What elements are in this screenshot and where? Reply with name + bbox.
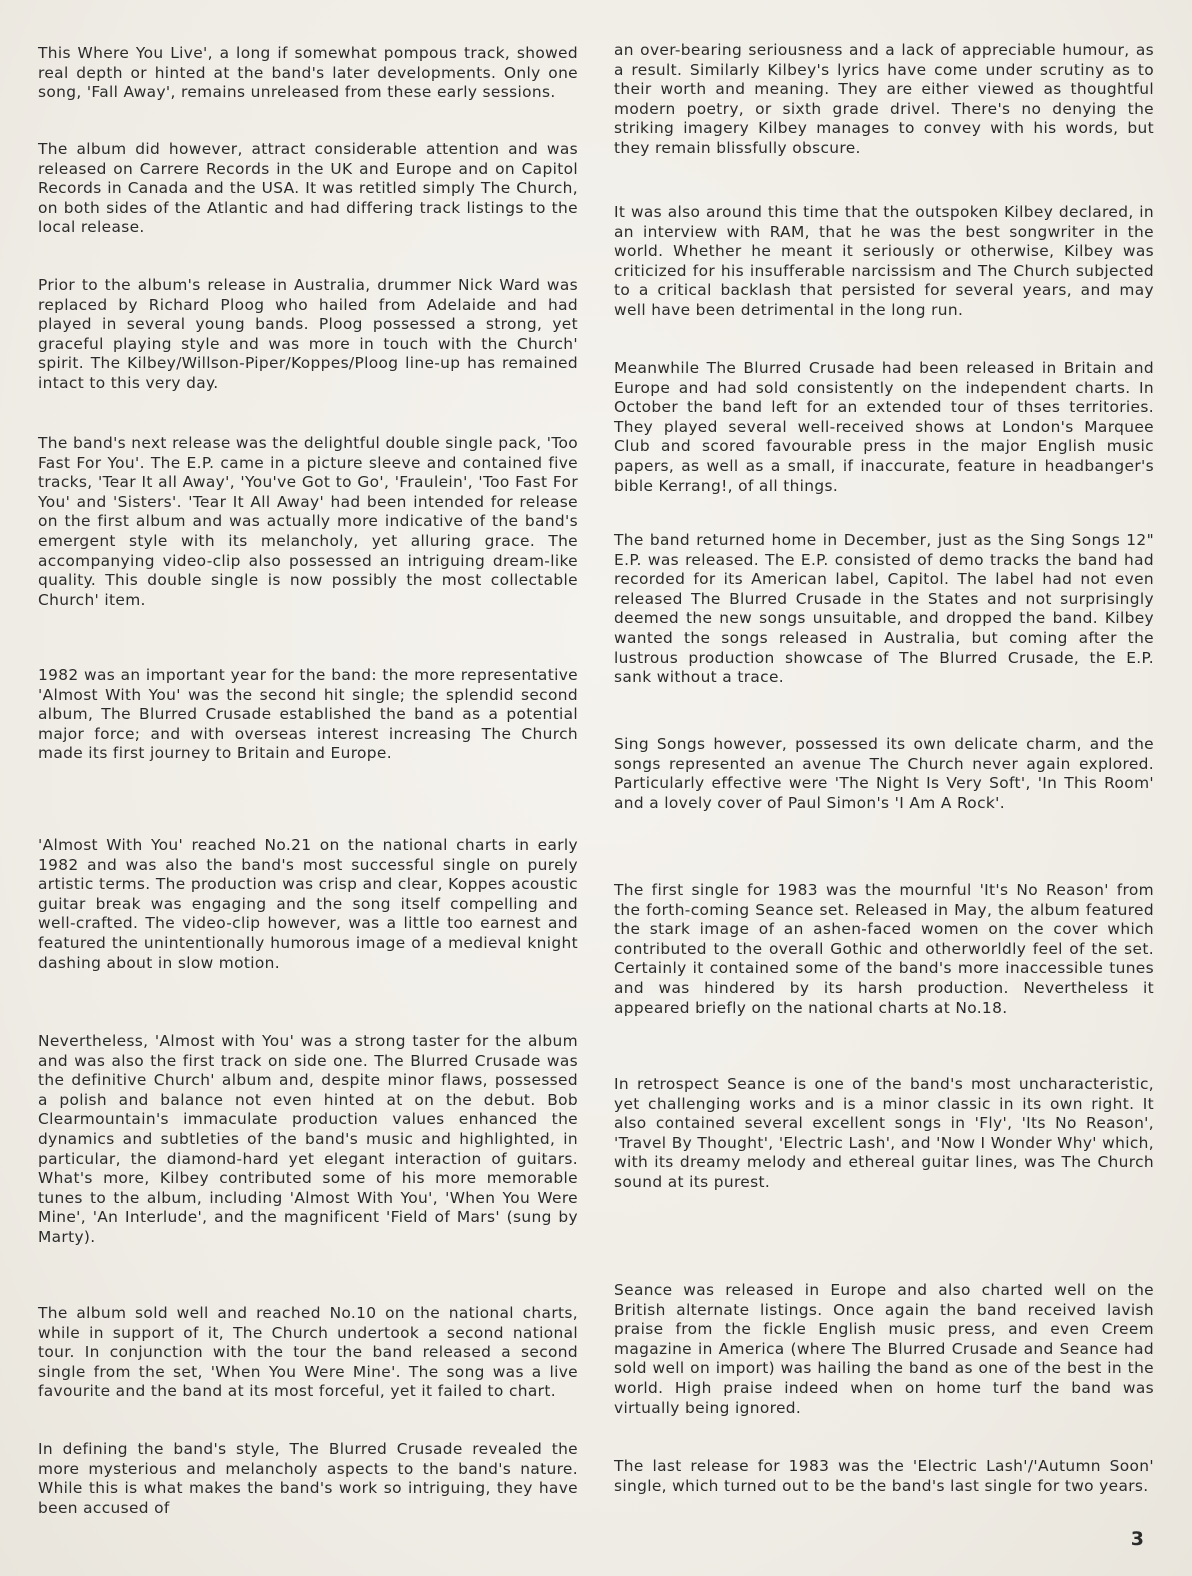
paragraph: It was also around this time that the outspoken Kilbey declared, in an interview with RAM, that he was the best songwriter in the world. Whether he meant it seriously or otherwise, Kilbey was criticized for his insufferable narcissism and The Church subjected to a critical backlash that persisted for several years, and may well have been detrimental in the long run. — [614, 203, 1154, 319]
paragraph: Prior to the album's release in Australia, drummer Nick Ward was replaced by Richard Ploog who hailed from Adelaide and had played in several young bands. Ploog possessed a strong, yet graceful playing style and was more in touch with the Church' spirit. The Kilbey/Willson-Piper/Koppes/Ploog line-up has remained intact to this very day. — [38, 276, 578, 392]
paragraph: Meanwhile The Blurred Crusade had been released in Britain and Europe and had sold consistently on the independent charts. In October the band left for an extended tour of thses territories. They played several well-received shows at London's Marquee Club and scored favourable press in the major English music papers, as well as a small, if inaccurate, feature in headbanger's bible Kerrang!, of all things. — [614, 359, 1154, 495]
paragraph: The album sold well and reached No.10 on the national charts, while in support of it, The Church undertook a second national tour. In conjunction with the tour the band released a second single from the set, 'When You Were Mine'. The song was a live favourite and the band at its most forceful, yet it failed to chart. — [38, 1304, 578, 1401]
paragraph: The last release for 1983 was the 'Electric Lash'/'Autumn Soon' single, which turned out to be the band's last single for two years. — [614, 1457, 1154, 1495]
paragraph: The band returned home in December, just as the Sing Songs 12" E.P. was released. The E.P. consisted of demo tracks the band had recorded for its American label, Capitol. The label had not even released The Blurred Crusade in the States and not surprisingly deemed the new songs unsuitable, and dropped the band. Kilbey wanted the songs released in Australia, but coming after the lustrous production showcase of The Blurred Crusade, the E.P. sank without a trace. — [614, 531, 1154, 687]
paragraph: Sing Songs however, possessed its own delicate charm, and the songs represented an avenue The Church never again explored. Particularly effective were 'The Night Is Very Soft', 'In This Room' and a lovely cover of Paul Simon's 'I Am A Rock'. — [614, 735, 1154, 812]
paragraph: This Where You Live', a long if somewhat pompous track, showed real depth or hinted at the band's later developments. Only one song, 'Fall Away', remains unreleased from these early sessions. — [38, 44, 578, 102]
page-number: 3 — [1130, 1528, 1144, 1550]
paragraph: In retrospect Seance is one of the band's most uncharacteristic, yet challenging works and is a minor classic in its own right. It also contained several excellent songs in 'Fly', 'Its No Reason', 'Travel By Thought', 'Electric Lash', and 'Now I Wonder Why' which, with its dreamy melody and ethereal guitar lines, was The Church sound at its purest. — [614, 1075, 1154, 1191]
paragraph: Seance was released in Europe and also charted well on the British alternate listings. Once again the band received lavish praise from the fickle English music press, and even Creem magazine in America (where The Blurred Crusade and Seance had sold well on import) was hailing the band as one of the best in the world. High praise indeed when on home turf the band was virtually being ignored. — [614, 1281, 1154, 1417]
paragraph: 'Almost With You' reached No.21 on the national charts in early 1982 and was also the band's most successful single on purely artistic terms. The production was crisp and clear, Koppes acoustic guitar break was engaging and the song itself compelling and well-crafted. The video-clip however, was a little too earnest and featured the unintentionally humorous image of a medieval knight dashing about in slow motion. — [38, 836, 578, 972]
paragraph: The album did however, attract considerable attention and was released on Carrere Records in the UK and Europe and on Capitol Records in Canada and the USA. It was retitled simply The Church, on both sides of the Atlantic and had differing track listings to the local release. — [38, 140, 578, 237]
paragraph: The first single for 1983 was the mournful 'It's No Reason' from the forth-coming Seance set. Released in May, the album featured the stark image of an ashen-faced women on the cover which contributed to the overall Gothic and otherworldly feel of the set. Certainly it contained some of the band's more inaccessible tunes and was hindered by its harsh production. Nevertheless it appeared briefly on the national charts at No.18. — [614, 881, 1154, 1017]
paragraph: The band's next release was the delightful double single pack, 'Too Fast For You'. The E.P. came in a picture sleeve and contained five tracks, 'Tear It all Away', 'You've Got to Go', 'Fraulein', 'Too Fast For You' and 'Sisters'. 'Tear It All Away' had been intended for release on the first album and was actually more indicative of the band's emergent style with its melancholy, yet alluring grace. The accompanying video-clip also possessed an intriguing dream-like quality. This double single is now possibly the most collectable Church' item. — [38, 434, 578, 609]
paragraph: 1982 was an important year for the band: the more representative 'Almost With You' was the second hit single; the splendid second album, The Blurred Crusade established the band as a potential major force; and with overseas interest increasing The Church made its first journey to Britain and Europe. — [38, 666, 578, 763]
paragraph: In defining the band's style, The Blurred Crusade revealed the more mysterious and melancholy aspects to the band's nature. While this is what makes the band's work so intriguing, they have been accused of — [38, 1440, 578, 1517]
paragraph: an over-bearing seriousness and a lack of appreciable humour, as a result. Similarly Kilbey's lyrics have come under scrutiny as to their worth and meaning. They are either viewed as thoughtful modern poetry, or sixth grade drivel. There's no denying the striking imagery Kilbey manages to convey with his words, but they remain blissfully obscure. — [614, 41, 1154, 157]
paragraph: Nevertheless, 'Almost with You' was a strong taster for the album and was also the first track on side one. The Blurred Crusade was the definitive Church' album and, despite minor flaws, possessed a polish and balance not even hinted at on the debut. Bob Clearmountain's immaculate production values enhanced the dynamics and subtleties of the band's music and highlighted, in particular, the diamond-hard yet elegant interaction of guitars. What's more, Kilbey contributed some of his more memorable tunes to the album, including 'Almost With You', 'When You Were Mine', 'An Interlude', and the magnificent 'Field of Mars' (sung by Marty). — [38, 1032, 578, 1246]
